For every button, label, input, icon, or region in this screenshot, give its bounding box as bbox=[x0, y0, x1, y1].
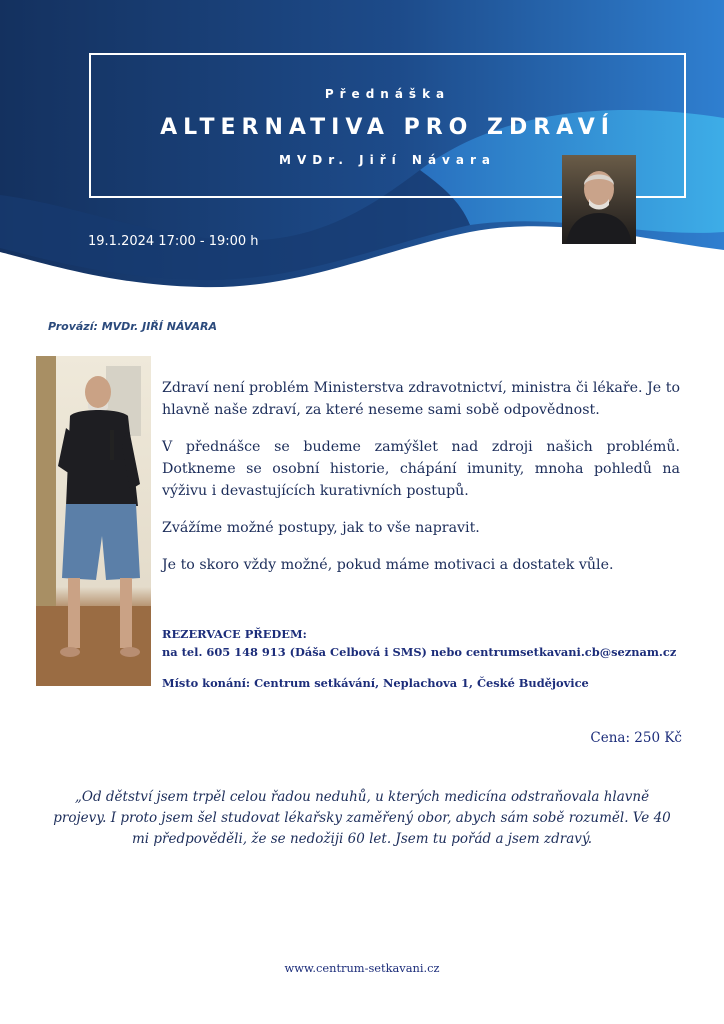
host-line: Provází: MVDr. JIŘÍ NÁVARA bbox=[48, 320, 217, 333]
event-title: ALTERNATIVA PRO ZDRAVÍ bbox=[160, 115, 615, 140]
ticket-price: Cena: 250 Kč bbox=[590, 730, 682, 746]
reservation-info bbox=[162, 625, 692, 661]
speaker-portrait bbox=[562, 155, 636, 244]
speaker-photo bbox=[36, 356, 151, 686]
website-link[interactable]: www.centrum-setkavani.cz bbox=[284, 961, 440, 975]
speaker-quote: „Od dětství jsem trpěl celou řadou neduhů, u kterých medicína odstraňovala hlavně projevy. I proto jsem šel studovat lékařsky zaměřený obor, abych sám sobě rozuměl. Ve 40 mi předpověděli, že se nedožiji 60 let. Jsem tu pořád a jsem zdravý. bbox=[53, 789, 671, 847]
event-kicker: Přednáška bbox=[324, 87, 451, 101]
description-paragraph: Zvážíme možné postupy, jak to vše napravit. bbox=[162, 520, 480, 536]
venue-info: Místo konání: Centrum setkávání, Neplachova 1, České Budějovice bbox=[162, 676, 589, 690]
event-datetime: 19.1.2024 17:00 - 19:00 h bbox=[88, 234, 259, 249]
reservation-contact[interactable]: na tel. 605 148 913 (Dáša Celbová i SMS) nebo centrumsetkavani.cb@seznam.cz bbox=[162, 645, 677, 659]
description-paragraph: Je to skoro vždy možné, pokud máme motivaci a dostatek vůle. bbox=[162, 557, 614, 573]
description-paragraph: Zdraví není problém Ministerstva zdravotnictví, ministra či lékaře. Je to hlavně naše zdraví, za které neseme sami sobě odpovědnost. bbox=[162, 380, 680, 418]
speaker-name: MVDr. Jiří Návara bbox=[279, 153, 496, 167]
description-paragraph: V přednášce se budeme zamýšlet nad zdroji našich problémů. Dotkneme se osobní historie, chápání imunity, mnoha pohledů na výživu i devastujících kurativních postupů. bbox=[162, 439, 680, 499]
reservation-heading: REZERVACE PŘEDEM: bbox=[162, 627, 307, 641]
lecture-description bbox=[162, 377, 680, 591]
